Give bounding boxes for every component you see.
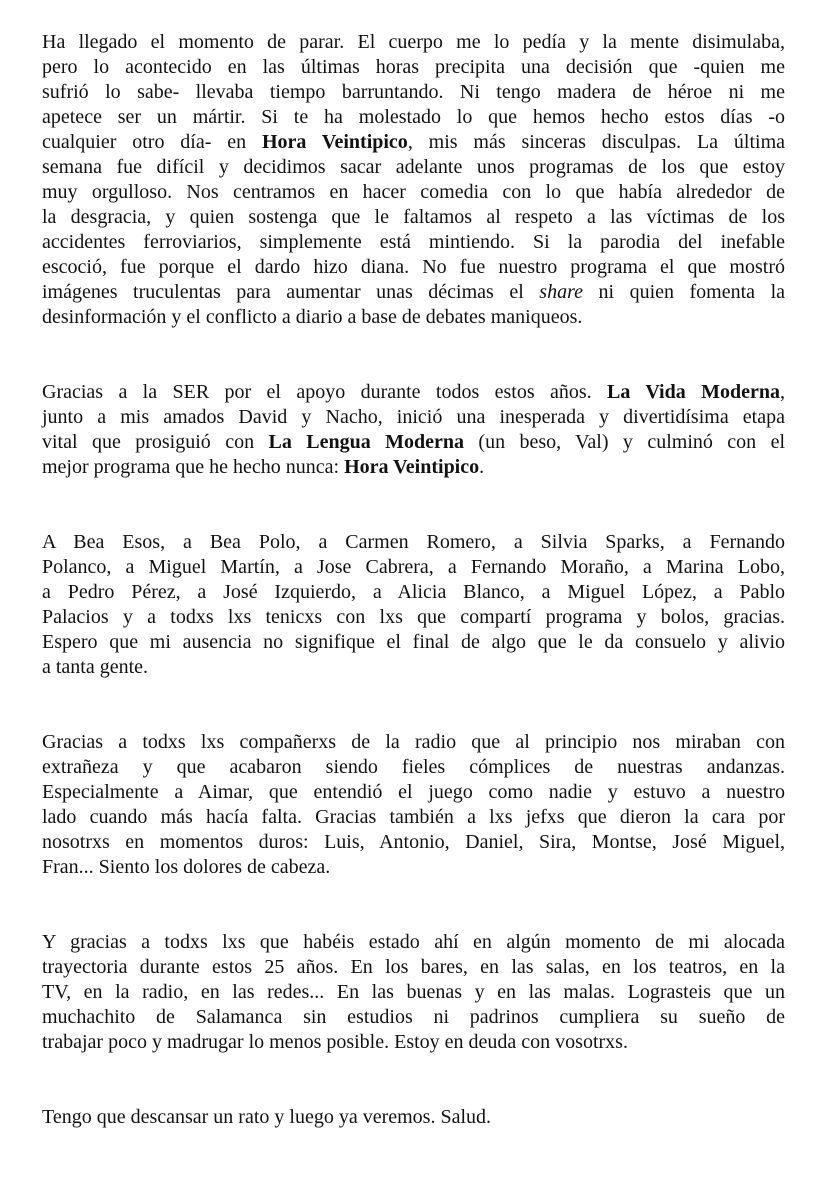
text-line xyxy=(42,730,785,755)
text-segment: lado cuando más hacía falta. Gracias también a lxs jefxs que dieron la cara por xyxy=(42,806,785,828)
text-line xyxy=(42,980,785,1005)
text-segment: Polanco, a Miguel Martín, a Jose Cabrera, a Fernando Moraño, a Marina Lobo, xyxy=(42,556,785,578)
text-segment: accidentes ferroviarios, simplemente está mintiendo. Si la parodia del inefable xyxy=(42,231,785,253)
text-line xyxy=(42,230,785,255)
letter-body xyxy=(42,30,785,1130)
text-line xyxy=(42,605,785,630)
bold-program-name: La Vida Moderna xyxy=(607,381,780,403)
paragraph xyxy=(42,380,785,480)
text-line xyxy=(42,755,785,780)
text-line xyxy=(42,55,785,80)
text-line xyxy=(42,855,785,880)
text-line xyxy=(42,455,785,480)
text-segment: Gracias a todxs lxs compañerxs de la radio que al principio nos miraban con xyxy=(42,731,785,753)
text-segment: nosotrxs en momentos duros: Luis, Antonio, Daniel, Sira, Montse, José Miguel, xyxy=(42,831,785,853)
text-line xyxy=(42,805,785,830)
text-segment: TV, en la radio, en las redes... En las buenas y en las malas. Lograsteis que un xyxy=(42,981,785,1003)
text-segment: mejor programa que he hecho nunca: xyxy=(42,456,345,478)
text-segment: apetece ser un mártir. Si te ha molestado lo que hemos hecho estos días -o xyxy=(42,106,785,128)
text-line xyxy=(42,1105,785,1130)
text-line xyxy=(42,105,785,130)
text-segment: ni quien fomenta la xyxy=(583,281,785,303)
text-segment: Palacios y a todxs lxs tenicxs con lxs que compartí programa y bolos, gracias. xyxy=(42,606,785,628)
text-segment: junto a mis amados David y Nacho, inició una inesperada y divertidísima etapa xyxy=(42,406,785,428)
text-segment: A Bea Esos, a Bea Polo, a Carmen Romero, a Silvia Sparks, a Fernando xyxy=(42,531,785,553)
text-line xyxy=(42,780,785,805)
text-segment: a tanta gente. xyxy=(42,656,149,678)
text-line xyxy=(42,280,785,305)
text-line xyxy=(42,1030,785,1055)
text-line xyxy=(42,580,785,605)
text-segment: Tengo que descansar un rato y luego ya veremos. Salud. xyxy=(42,1106,492,1128)
text-line xyxy=(42,930,785,955)
text-segment: sufrió lo sabe- llevaba tiempo barruntando. Ni tengo madera de héroe ni me xyxy=(42,81,785,103)
text-segment: pero lo acontecido en las últimas horas precipita una decisión que -quien me xyxy=(42,56,785,78)
text-line xyxy=(42,630,785,655)
text-segment: escoció, fue porque el dardo hizo diana. No fue nuestro programa el que mostró xyxy=(42,256,785,278)
bold-program-name: Hora Veintipico xyxy=(344,456,480,478)
text-line xyxy=(42,655,785,680)
text-line xyxy=(42,955,785,980)
text-segment: (un beso, Val) y culminó con el xyxy=(464,431,785,453)
paragraph xyxy=(42,30,785,330)
text-segment: Especialmente a Aimar, que entendió el juego como nadie y estuvo a nuestro xyxy=(42,781,785,803)
text-segment: vital que prosiguió con xyxy=(42,431,269,453)
text-line xyxy=(42,155,785,180)
text-segment: , xyxy=(779,381,785,403)
text-segment: desinformación y el conflicto a diario a base de debates maniqueos. xyxy=(42,306,583,328)
text-line xyxy=(42,255,785,280)
text-line xyxy=(42,405,785,430)
bold-program-name: La Lengua Moderna xyxy=(268,431,464,453)
text-segment: la desgracia, y quien sostenga que le faltamos al respeto a las víctimas de los xyxy=(42,206,785,228)
text-line xyxy=(42,1005,785,1030)
text-segment: imágenes truculentas para aumentar unas décimas el xyxy=(42,281,540,303)
text-line xyxy=(42,430,785,455)
text-segment: trayectoria durante estos 25 años. En los bares, en las salas, en los teatros, en la xyxy=(42,956,785,978)
text-line xyxy=(42,530,785,555)
text-segment: a Pedro Pérez, a José Izquierdo, a Alicia Blanco, a Miguel López, a Pablo xyxy=(42,581,785,603)
text-segment: muy orgulloso. Nos centramos en hacer comedia con lo que había alrededor de xyxy=(42,181,785,203)
text-segment: semana fue difícil y decidimos sacar adelante unos programas de los que estoy xyxy=(42,156,785,178)
text-segment: cualquier otro día- en xyxy=(42,131,262,153)
text-segment: muchachito de Salamanca sin estudios ni padrinos cumpliera su sueño de xyxy=(42,1006,785,1028)
text-segment: Gracias a la SER por el apoyo durante todos estos años. xyxy=(42,381,608,403)
text-segment: Fran... Siento los dolores de cabeza. xyxy=(42,856,331,878)
text-line xyxy=(42,205,785,230)
text-segment: Espero que mi ausencia no signifique el final de algo que le da consuelo y alivio xyxy=(42,631,785,653)
italic-term: share xyxy=(539,281,583,303)
paragraph xyxy=(42,1105,785,1130)
text-line xyxy=(42,380,785,405)
text-line xyxy=(42,555,785,580)
text-segment: , mis más sinceras disculpas. La última xyxy=(407,131,785,153)
paragraph xyxy=(42,930,785,1055)
text-segment: Y gracias a todxs lxs que habéis estado ahí en algún momento de mi alocada xyxy=(42,931,785,953)
text-line xyxy=(42,830,785,855)
text-segment: trabajar poco y madrugar lo menos posible. Estoy en deuda con vosotrxs. xyxy=(42,1031,628,1053)
paragraph xyxy=(42,730,785,880)
text-line xyxy=(42,80,785,105)
text-segment: Ha llegado el momento de parar. El cuerpo me lo pedía y la mente disimulaba, xyxy=(42,31,785,53)
bold-program-name: Hora Veintipico xyxy=(261,131,408,153)
text-line xyxy=(42,30,785,55)
text-segment: extrañeza y que acabaron siendo fieles cómplices de nuestras andanzas. xyxy=(42,756,785,778)
text-line xyxy=(42,180,785,205)
paragraph xyxy=(42,530,785,680)
text-line xyxy=(42,305,785,330)
text-line xyxy=(42,130,785,155)
text-segment: . xyxy=(479,456,485,478)
